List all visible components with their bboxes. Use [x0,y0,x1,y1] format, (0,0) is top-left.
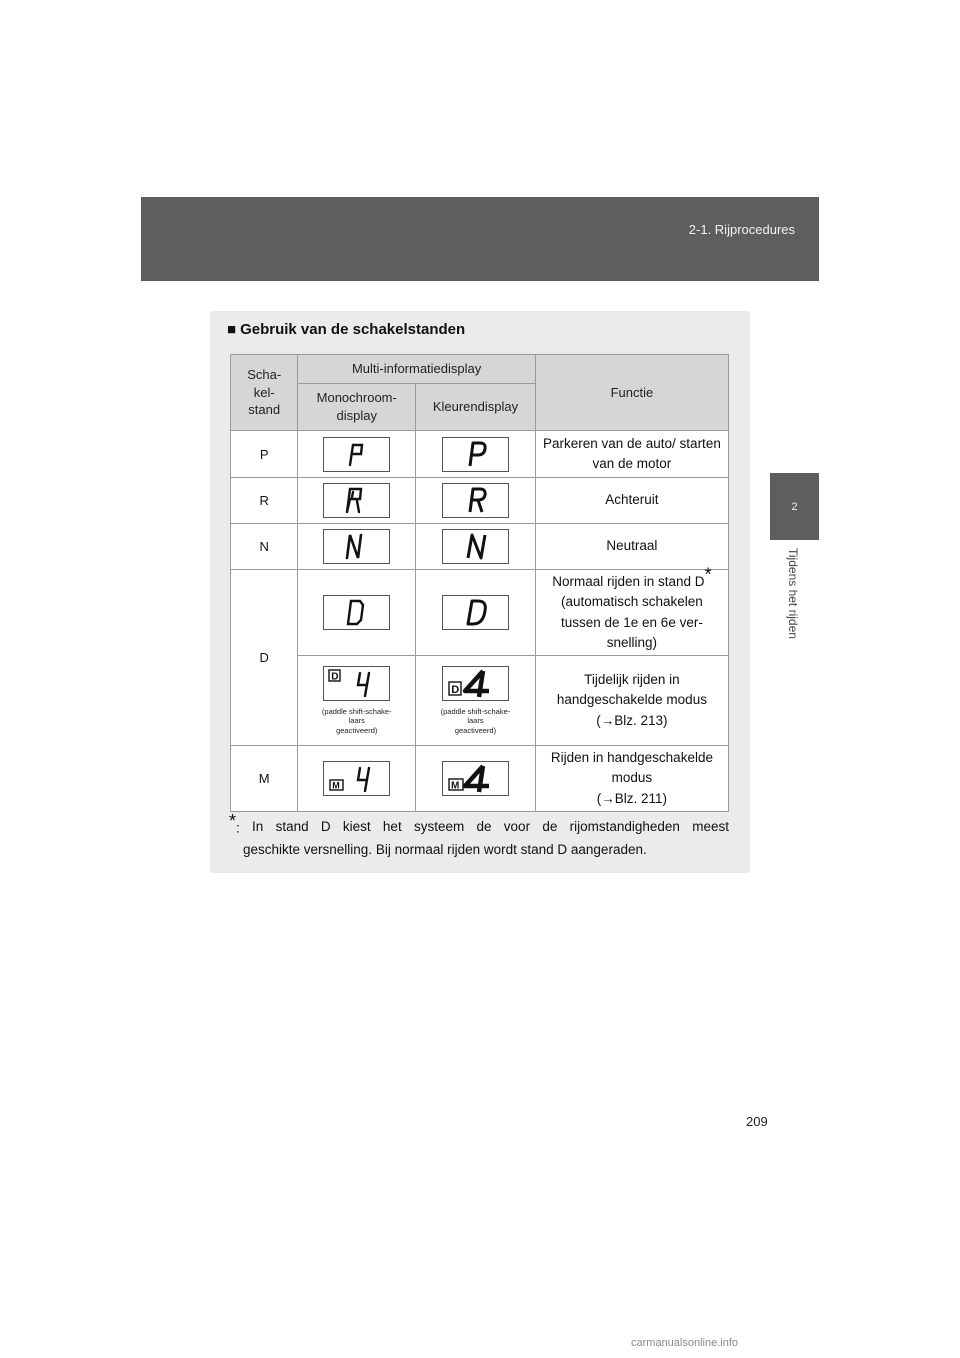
table-row [231,524,729,570]
footnote-word: In [252,819,264,834]
color-display-cell [416,570,536,656]
function-cell: Neutraal [535,524,728,570]
header-color: Kleurendisplay [416,384,536,431]
section-breadcrumb: 2-1. Rijprocedures [688,222,795,237]
color-d-icon [442,595,509,630]
footnote-word: : [236,820,240,836]
mono-caption: (paddle shift-schake- laars geactiveerd) [321,706,392,735]
section-title-text: Gebruik van de schakelstanden [240,321,466,338]
color-p-icon [442,437,509,472]
function-cell: Parkeren van de auto/ starten van de motor [535,431,728,478]
table-row [231,431,729,478]
footnote-line-1 [229,811,729,839]
mono-display-cell [298,656,416,746]
svg-text:D: D [331,671,339,683]
table-row [231,656,729,746]
function-cell [535,746,728,812]
page-reference-link[interactable]: (→Blz. 213) [596,712,668,728]
header-position: Scha- kel- stand [231,355,298,431]
footnote-star-icon: * [704,564,712,585]
mono-display-cell [298,746,416,812]
color-display-cell [416,746,536,812]
header-function: Functie [535,355,728,431]
color-display-cell [416,656,536,746]
mono-display-cell [298,570,416,656]
page-number: 209 [746,1114,768,1129]
color-d4-icon [442,666,509,701]
function-cell: Achteruit [535,478,728,524]
table-row [231,478,729,524]
function-text-detail: (automatisch schakelen tussen de 1e en 6e ver- snelling) [560,594,703,650]
svg-text:M: M [332,780,340,791]
footnote-word: de [476,819,492,834]
footnote-word: rijomstandigheden [569,819,680,834]
color-display-cell [416,524,536,570]
mono-display-cell [298,478,416,524]
mono-d-icon [323,595,390,630]
mono-display-cell [298,524,416,570]
table-row [231,746,729,812]
footnote-line-2: geschikte versnelling. Bij normaal rijden wordt stand D aangeraden. [243,842,647,858]
position-cell: D [231,570,298,746]
color-display-cell [416,431,536,478]
chapter-title: Tijdens het rijden [786,548,800,639]
footnote [229,811,729,861]
svg-text:D: D [451,683,460,696]
footnote-word: kiest [342,819,371,834]
footnote-word: de [542,819,558,834]
position-cell: P [231,431,298,478]
function-text: Normaal rijden in stand D [552,574,705,589]
color-display-cell [416,478,536,524]
color-m4-icon [442,761,509,796]
chapter-number: 2 [791,500,798,513]
square-bullet-icon: ■ [227,321,237,338]
mono-d4-icon [323,666,390,701]
footnote-marker-wrap [229,811,240,839]
info-box [210,311,750,873]
footnote-word: D [320,819,331,834]
footnote-word: meest [692,819,729,834]
function-text: Tijdelijk rijden in handgeschakelde modus [556,672,707,708]
position-cell: R [231,478,298,524]
mono-r-icon [323,483,390,518]
gear-position-table [230,354,729,812]
footnote-word: voor [503,819,531,834]
color-n-icon [442,529,509,564]
header-mono: Monochroom- display [298,384,416,431]
section-title [227,321,465,338]
footnote-word: stand [275,819,309,834]
position-cell: N [231,524,298,570]
footnote-word: het [382,819,402,834]
color-caption: (paddle shift-schake- laars geactiveerd) [440,706,511,735]
svg-text:M: M [450,780,460,792]
watermark: carmanualsonline.info [631,1337,739,1349]
chapter-title-tab [770,540,819,685]
position-cell: M [231,746,298,812]
header-multi-info: Multi-informatiedisplay [298,355,535,384]
page-header-bar [141,197,819,281]
chapter-number-tab [770,473,819,540]
function-cell [535,656,728,746]
footnote-word: systeem [413,819,465,834]
color-r-icon [442,483,509,518]
mono-m4-icon [323,761,390,796]
page-reference-link[interactable]: (→Blz. 211) [596,790,668,806]
footnote-star-icon: * [229,811,237,831]
mono-p-icon [323,437,390,472]
mono-display-cell [298,431,416,478]
function-text: Rijden in handgeschakelde modus [550,750,713,786]
table-row [231,570,729,656]
mono-n-icon [323,529,390,564]
function-cell [535,564,728,656]
